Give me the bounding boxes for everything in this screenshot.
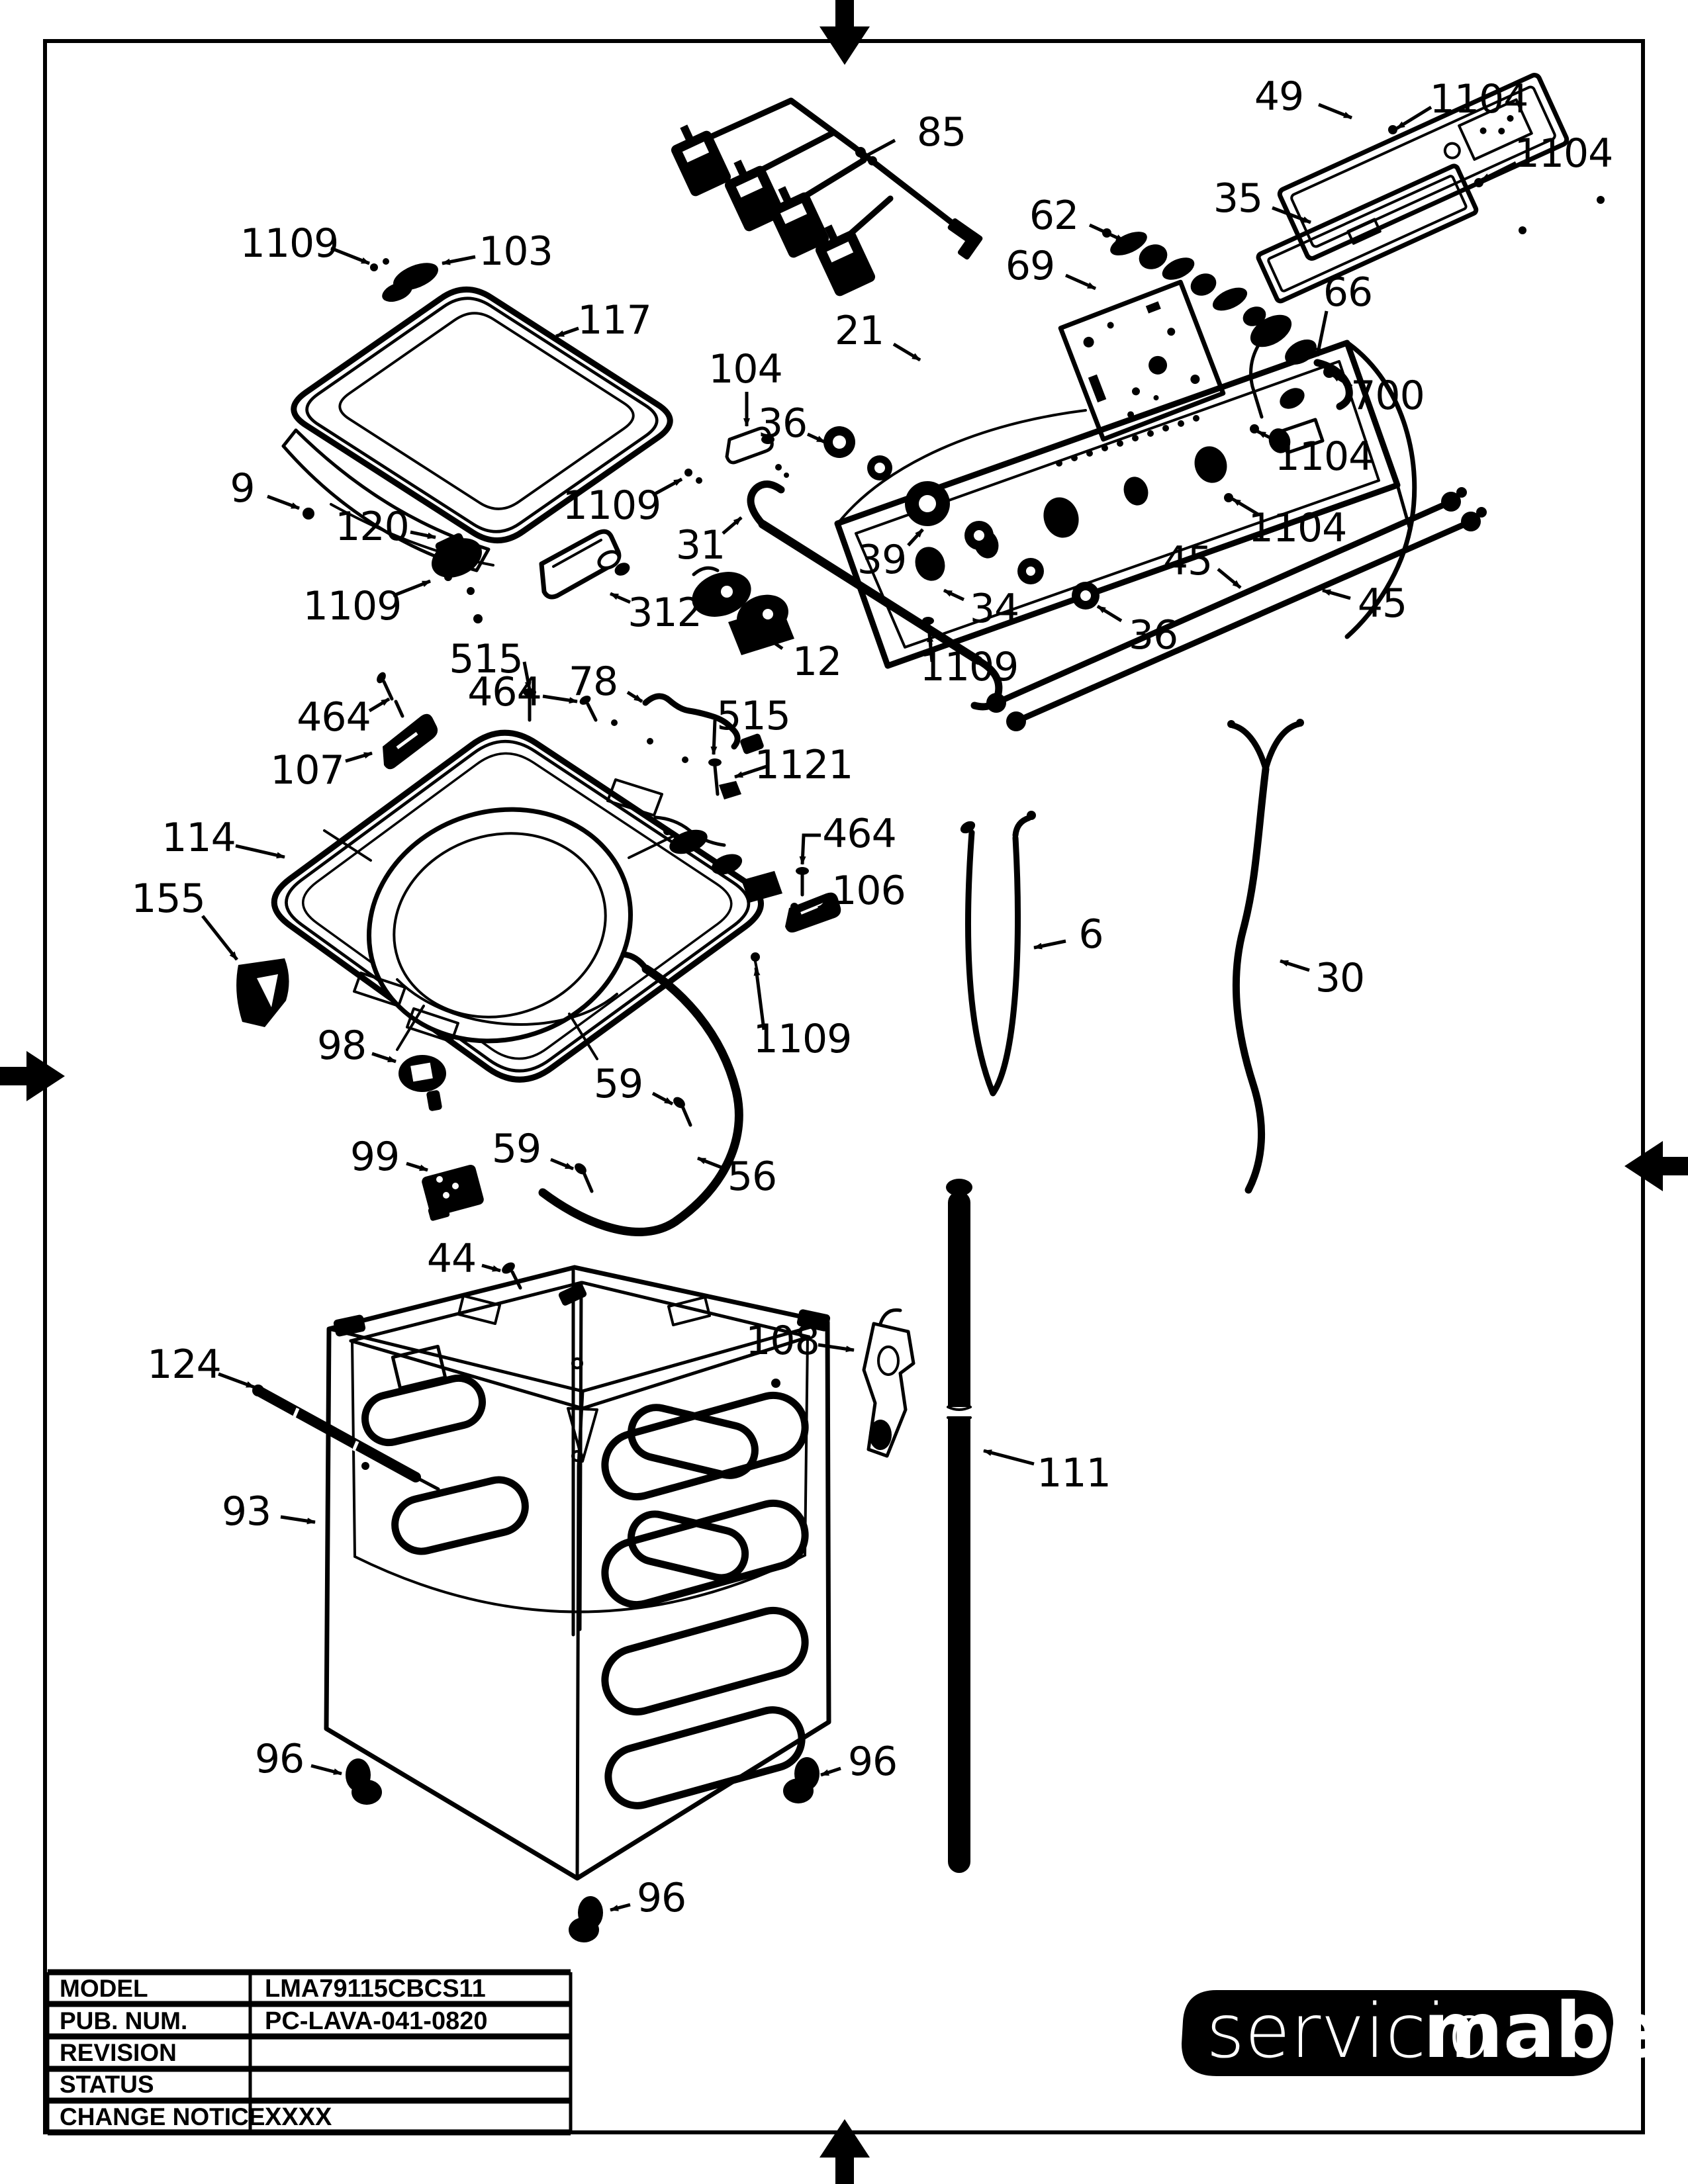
- part-label-93: 93: [221, 1488, 271, 1535]
- screws-464-a: [375, 670, 402, 716]
- part-label-155: 155: [131, 876, 205, 922]
- part-label-9: 9: [230, 465, 255, 512]
- part-label-44: 44: [426, 1236, 477, 1282]
- hinge-103: [379, 257, 442, 306]
- part-label-59: 59: [491, 1126, 541, 1172]
- part-label-107: 107: [270, 747, 344, 794]
- leader-line-31: [723, 518, 741, 533]
- leader-line-96: [311, 1766, 342, 1774]
- part-label-464: 464: [822, 811, 896, 857]
- part-label-56: 56: [727, 1154, 777, 1200]
- part-label-30: 30: [1315, 955, 1365, 1001]
- title-block-label: MODEL: [60, 1975, 148, 2002]
- part-label-45: 45: [1357, 580, 1407, 627]
- leader-line-59: [653, 1093, 673, 1104]
- hinge-155: [236, 958, 289, 1027]
- part-label-69: 69: [1005, 243, 1055, 289]
- part-label-104: 104: [708, 346, 782, 392]
- part-label-1109: 1109: [562, 482, 661, 529]
- leader-line-30: [1280, 961, 1309, 970]
- part-label-1104: 1104: [1274, 433, 1374, 480]
- registration-arrow-right: [1624, 1141, 1688, 1191]
- screw-515-b: [708, 758, 722, 794]
- part-label-12: 12: [792, 639, 842, 685]
- leader-line-9: [267, 496, 299, 508]
- title-block-label: REVISION: [60, 2039, 177, 2066]
- leader-line-59: [551, 1160, 573, 1169]
- part-label-96: 96: [636, 1875, 686, 1921]
- registration-arrow-bottom: [820, 2119, 870, 2184]
- part-label-120: 120: [335, 504, 409, 550]
- part-label-111: 111: [1037, 1450, 1111, 1496]
- clip-107: [383, 714, 438, 769]
- leader-line-93: [281, 1517, 315, 1522]
- part-label-21: 21: [834, 308, 884, 354]
- part-label-1109: 1109: [753, 1016, 852, 1062]
- part-label-36: 36: [1128, 612, 1178, 659]
- part-label-66: 66: [1323, 269, 1373, 316]
- title-block-value: XXXX: [265, 2103, 332, 2131]
- damper-312: [541, 531, 632, 597]
- logo-text-bold: mabe: [1423, 1986, 1662, 2075]
- leader-line-114: [236, 846, 285, 857]
- leader-line-78: [628, 692, 642, 702]
- part-label-124: 124: [147, 1342, 221, 1388]
- leader-line-155: [203, 916, 237, 960]
- logo-text-light: servicio: [1206, 1989, 1492, 2075]
- leader-line-1104: [1481, 163, 1516, 180]
- part-label-85: 85: [916, 109, 966, 156]
- screws-1109-lid-right: [684, 469, 702, 484]
- part-label-1104: 1104: [1514, 130, 1613, 177]
- title-block-value: LMA79115CBCS11: [265, 1975, 486, 2003]
- leader-line-107: [346, 753, 372, 761]
- part-label-62: 62: [1029, 193, 1079, 239]
- leader-line-117: [556, 328, 579, 336]
- leader-line-96: [821, 1768, 841, 1775]
- registration-arrow-left: [0, 1051, 65, 1101]
- leader-line-44: [482, 1265, 500, 1271]
- screw-464-c: [796, 867, 809, 895]
- lid-lock-98: [399, 1055, 446, 1112]
- title-block-label: PUB. NUM.: [60, 2007, 188, 2034]
- part-label-312: 312: [628, 590, 702, 636]
- leader-line-124: [218, 1374, 254, 1387]
- page-border: [45, 41, 1643, 2132]
- leader-line-111: [984, 1451, 1034, 1464]
- part-label-96: 96: [847, 1739, 898, 1785]
- leader-line-515: [714, 720, 715, 754]
- part-label-78: 78: [568, 659, 618, 705]
- part-label-108: 108: [745, 1318, 820, 1364]
- leader-line-39: [908, 529, 923, 545]
- leader-line-96: [610, 1905, 630, 1910]
- screw-9: [303, 508, 314, 520]
- leader-line-85: [861, 140, 895, 159]
- part-label-1121: 1121: [754, 742, 853, 788]
- part-label-464: 464: [297, 694, 371, 741]
- part-label-1109: 1109: [240, 220, 339, 267]
- leader-line-21: [894, 344, 920, 360]
- title-block-value: PC-LAVA-041-0820: [265, 2007, 488, 2035]
- bracket-108: [864, 1310, 914, 1456]
- part-label-49: 49: [1254, 73, 1304, 120]
- part-label-117: 117: [577, 297, 651, 343]
- leader-line-464: [802, 835, 821, 864]
- part-label-464: 464: [467, 669, 541, 715]
- tie-rod-111: [945, 1179, 973, 1873]
- part-label-45: 45: [1162, 538, 1213, 584]
- leader-line-464: [369, 699, 389, 711]
- part-label-59: 59: [593, 1061, 643, 1107]
- screws-1109-top: [370, 258, 389, 271]
- leader-line-34: [944, 590, 964, 600]
- leader-line-62: [1090, 225, 1124, 241]
- leader-line-99: [406, 1163, 428, 1170]
- title-block-label: STATUS: [60, 2071, 154, 2098]
- leader-line-56: [698, 1158, 722, 1167]
- leader-line-98: [372, 1054, 396, 1062]
- leader-line-45: [1323, 590, 1350, 598]
- part-label-1109: 1109: [919, 644, 1019, 690]
- part-label-1109: 1109: [303, 583, 402, 629]
- leader-line-103: [442, 257, 475, 263]
- title-block-label: CHANGE NOTICE: [60, 2103, 265, 2130]
- pressure-hose-30: [1227, 719, 1304, 1190]
- part-label-106: 106: [831, 868, 906, 914]
- leader-line-69: [1066, 275, 1096, 289]
- part-label-31: 31: [675, 522, 726, 569]
- part-label-700: 700: [1350, 373, 1425, 419]
- leader-line-36: [808, 434, 825, 442]
- screws-59: [573, 1095, 690, 1191]
- leader-line-6: [1034, 941, 1066, 948]
- part-label-1104: 1104: [1248, 505, 1347, 551]
- part-label-1104: 1104: [1429, 76, 1528, 122]
- nut-1121: [719, 781, 741, 799]
- exploded-diagram: [236, 73, 1605, 1942]
- registration-arrow-top: [820, 0, 870, 65]
- drain-hose-6: [959, 811, 1036, 1093]
- part-label-98: 98: [316, 1023, 367, 1069]
- part-label-99: 99: [350, 1134, 400, 1180]
- part-label-515: 515: [716, 693, 790, 739]
- part-label-6: 6: [1078, 911, 1103, 958]
- water-valve-12: [686, 564, 794, 655]
- part-label-36: 36: [757, 400, 808, 447]
- leader-line-45: [1218, 569, 1241, 588]
- switch-99: [420, 1163, 485, 1221]
- leader-line-36: [1098, 606, 1121, 621]
- part-label-39: 39: [857, 537, 907, 583]
- servicio-mabe-logo: [1182, 1986, 1662, 2076]
- part-label-34: 34: [969, 586, 1019, 632]
- leader-line-49: [1319, 105, 1352, 118]
- part-label-515: 515: [449, 636, 523, 682]
- part-label-103: 103: [479, 228, 553, 275]
- part-label-96: 96: [254, 1736, 305, 1782]
- title-block: [48, 1972, 571, 2132]
- part-label-35: 35: [1213, 175, 1263, 222]
- part-label-114: 114: [162, 815, 236, 861]
